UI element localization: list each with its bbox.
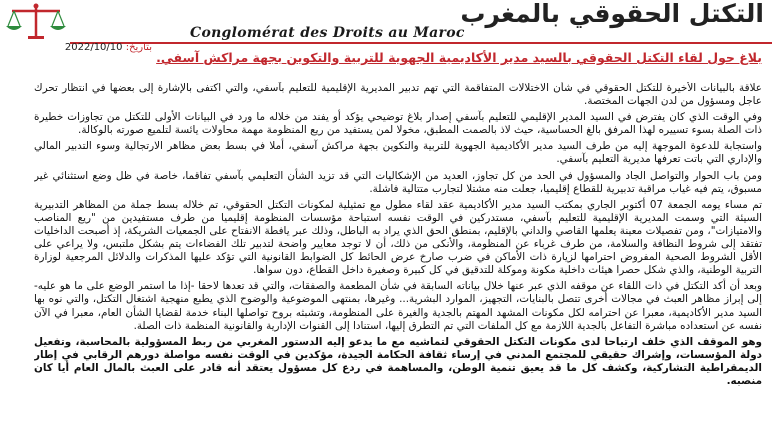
body-paragraph: علاقة بالبيانات الأخيرة للتكتل الحقوقي في شأن الاختلالات المتفاقمة التي تهم تدبير المديرية الإقليمية للتعليم بآسفي، والتي اكتفى بالإشارة إلى بعضها في انتظار تحرك عاجل ومسؤول من لدن الجهات المختصة. — [34, 82, 762, 108]
body-paragraph: تم مساء يومه الجمعة 07 أكتوبر الجاري بمكتب السيد مدير الأكاديمية عقد لقاء مطول مع تمثيلية لمكونات التكتل الحقوقي، تم خلاله بسط جملة من المظاهر التدبيرية السيئة التي وسمت المديرية الإقليمية للتعليم بآسفي، مستدركين في الوقت نفسه استباحة مؤسسات المنظومة إقليميا من طرف مستفيدين من "ريع المناصب والامتيازات"، ومن تفصيلات معينة يعلمها القاصي والداني بالإقليم، بمنطق الحق الذي يراد به الباطل، وذلك عبر يافطة الانفتاح على الجمعيات الشريكة، إذ أصبحت الداخليات تفتقد إلى شروط النظافة والسلامة، من طرف غرباء عن المنظومة، والأنكى من ذلك، أن لا توجد معايير واضحة لتدبير تلك الفضاءات يتم بشكل ملتبس، ولا يراعي على الأقل الشروط الصحية المفروض احترامها لزيارة ذات الأماكن في ضرب صارخ عرض الحائط كل الضوابط القانونية التي تؤكد عليها المذكرات والدلائل المرجعية لوزارة التربية الوطنية، والذي شكل حصرا هيئات داخلية مكونة وموكلة للتدقيق في كل كبيرة وصغيرة داخل القطاع، دون سواها. — [34, 198, 762, 277]
date-label: بتاريخ: — [125, 42, 152, 53]
scales-of-justice-logo — [4, 2, 68, 42]
body-paragraph: وفي الوقت الذي كان يفترض في السيد المدير الإقليمي للتعليم بآسفي إصدار بلاغ توضيحي يؤكد أو يفند من خلاله ما ورد في البيانات الأولى للتكتل من تجاوزات خطيرة ذات الصلة بسوء تسييره لهذا المرفق بالغ الحساسية، حيث لاذ بالصمت المطبق، مخولا لمن يستفيد من ريع المنظومة مهمة محاولات يائسة لتلميع صورته بالوكالة. — [34, 111, 762, 137]
article-headline: بلاغ حول لقاء التكتل الحقوقي بالسيد مدير الأكاديمية الجهوية للتربية والتكوين بجهة مراكش آسفي. — [156, 50, 762, 65]
body-paragraph: واستجابة للدعوة الموجهة إليه من طرف السيد مدير الأكاديمية الجهوية للتربية والتكوين بجهة مراكش آسفي، أملا في بسط بعض مظاهر الارتجالية وسوء التدبير المالي والإداري التي باتت تعرفها مديرية التعليم بآسفي. — [34, 140, 762, 166]
header-divider — [70, 42, 772, 44]
body-paragraph: وبعد أن أكد التكتل في ذات اللقاء عن موقفه الذي عبر عنها خلال بياناته السابقة في شأن المطعمة والصفقات، والتي قد تعدها لاحقا -إذا ما استمر الوضع على ما هو عليه- إلى إبراز مظاهر العبث في مجالات أخرى تتصل بالبنايات، التجهيز، الموارد البشرية... وغيرها، بمنتهى الموضوعية والوضوح الذي يطبع منهجية اشتغال التكتل، والتي نوه بها السيد مدير الأكاديمية، معبرا عن احترامه لكل مكونات المشهد المهتم بالجدية والغيرة على المنظومة، وتشبثه بروح تواصلها البناء خدمة لقضايا الشأن العام، معبرا في الآن نفسه عن استعداده مباشرة التفاعل بالجدية اللازمة مع كل الملفات التي تم التطرق إليها، استنادا إلى القنوات الإدارية والقانونية المنظمة ذات الصلة. — [34, 280, 762, 332]
org-name-arabic: التكتل الحقوقي بالمغرب — [460, 0, 764, 28]
date-value: 2022/10/10 — [64, 42, 123, 53]
article-body — [34, 82, 762, 434]
body-paragraph: ومن باب الحوار والتواصل الجاد والمسؤول في الحد من كل تجاوز، العديد من الإشكاليات التي قد تزيد الشأن التعليمي بآسفي تفاقما، خاصة في ظل وضع استثنائي غير مسبوق، يتم فيه غياب مراقبة تدبيرية للقطاع إقليميا، جعلت منه مشتلا لتجارب متتالية فاشلة. — [34, 169, 762, 195]
page-header — [0, 0, 772, 44]
body-paragraph-conclusion: وهو الموقف الذي خلف ارتياحا لدى مكونات التكتل الحقوقي لتماشيه مع ما يدعو إليه الدستور المغربي من ربط المسؤولية بالمحاسبة، وتفعيل دولة المؤسسات، وإشراك حقيقي للمجتمع المدني في إرساء ثقافة الحكامة الجيدة، مؤكدين في الوقت نفسه مواصلة دورهم الرقابي في إطار الديمقراطية التشاركية، وكشف كل ما قد يعيق تنمية الوطن، والمساهمة في ردع كل مسؤول يعتقد أنه قادر على العبث بالمال العام أيا كان منصبه. — [34, 335, 762, 387]
org-name-french: Conglomérat des Droits au Maroc — [190, 25, 465, 41]
